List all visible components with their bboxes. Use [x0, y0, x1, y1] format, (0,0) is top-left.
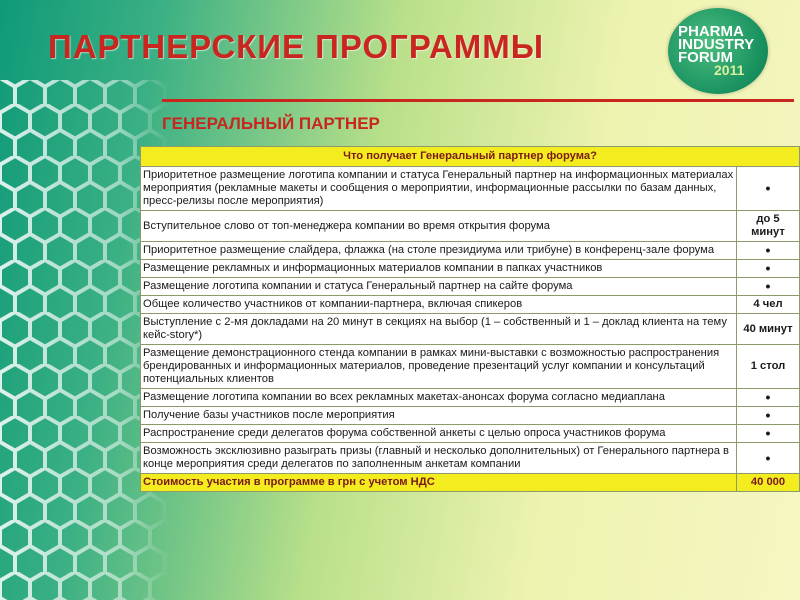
row-text: Приоритетное размещение слайдера, флажка (на столе президиума или трибуне) в конференц-зале форума [141, 242, 737, 260]
row-value: 1 стол [737, 345, 800, 389]
pharma-forum-logo [668, 8, 778, 94]
row-text: Общее количество участников от компании-партнера, включая спикеров [141, 296, 737, 314]
total-label: Стоимость участия в программе в грн с учетом НДС [141, 474, 737, 492]
table-row [141, 167, 800, 211]
row-value: • [737, 425, 800, 443]
row-text: Распространение среди делегатов форума собственной анкеты с целью опроса участников форума [141, 425, 737, 443]
table-row [141, 314, 800, 345]
table-row [141, 242, 800, 260]
benefits-table [140, 146, 800, 492]
row-value: 40 минут [737, 314, 800, 345]
total-value: 40 000 [737, 474, 800, 492]
row-value: до 5 минут [737, 211, 800, 242]
row-text: Вступительное слово от топ-менеджера компании во время открытия форума [141, 211, 737, 242]
title-divider [162, 99, 794, 102]
table-row [141, 443, 800, 474]
table-row [141, 345, 800, 389]
row-text: Размещение рекламных и информационных материалов компании в папках участников [141, 260, 737, 278]
row-text: Размещение демонстрационного стенда компании в рамках мини-выставки с возможностью распространения брендированных и информационных материалов, проведение презентаций услуг компании и консультаций потенциальных клиентов [141, 345, 737, 389]
row-value: • [737, 389, 800, 407]
row-value: • [737, 278, 800, 296]
table-total-row [141, 474, 800, 492]
row-value: • [737, 242, 800, 260]
logo-line-1: PHARMA [678, 23, 744, 40]
page-title: ПАРТНЕРСКИЕ ПРОГРАММЫ [48, 28, 545, 65]
row-value: • [737, 443, 800, 474]
section-subtitle: ГЕНЕРАЛЬНЫЙ ПАРТНЕР [162, 114, 380, 133]
row-text: Выступление с 2-мя докладами на 20 минут в секциях на выбор (1 – собственный и 1 – доклад клиента на тему кейс-story*) [141, 314, 737, 345]
row-text: Размещение логотипа компании и статуса Генеральный партнер на сайте форума [141, 278, 737, 296]
table-header-cell: Что получает Генеральный партнер форума? [141, 147, 800, 167]
row-value: • [737, 407, 800, 425]
table-row [141, 296, 800, 314]
row-value: 4 чел [737, 296, 800, 314]
logo-line-2: INDUSTRY [678, 36, 755, 53]
table-header-row [141, 147, 800, 167]
row-value: • [737, 167, 800, 211]
row-text: Размещение логотипа компании во всех рекламных макетах-анонсах форума согласно медиаплана [141, 389, 737, 407]
table-row [141, 389, 800, 407]
table-row [141, 425, 800, 443]
logo-text [678, 25, 778, 77]
row-text: Приоритетное размещение логотипа компании и статуса Генеральный партнер на информационных материалах мероприятия (рекламные макеты и сообщения о мероприятии, информационные рассылки по базам данных, пресс-релизы после мероприятия) [141, 167, 737, 211]
logo-year: 2011 [714, 62, 745, 78]
logo-line-3: FORUM [678, 49, 733, 66]
table-row [141, 211, 800, 242]
table-row [141, 407, 800, 425]
table-row [141, 260, 800, 278]
table-row [141, 278, 800, 296]
row-text: Возможность эксклюзивно разыграть призы (главный и несколько дополнительных) от Генерального партнера в конце мероприятия среди делегатов по заполненным анкетам компании [141, 443, 737, 474]
row-value: • [737, 260, 800, 278]
row-text: Получение базы участников после мероприятия [141, 407, 737, 425]
